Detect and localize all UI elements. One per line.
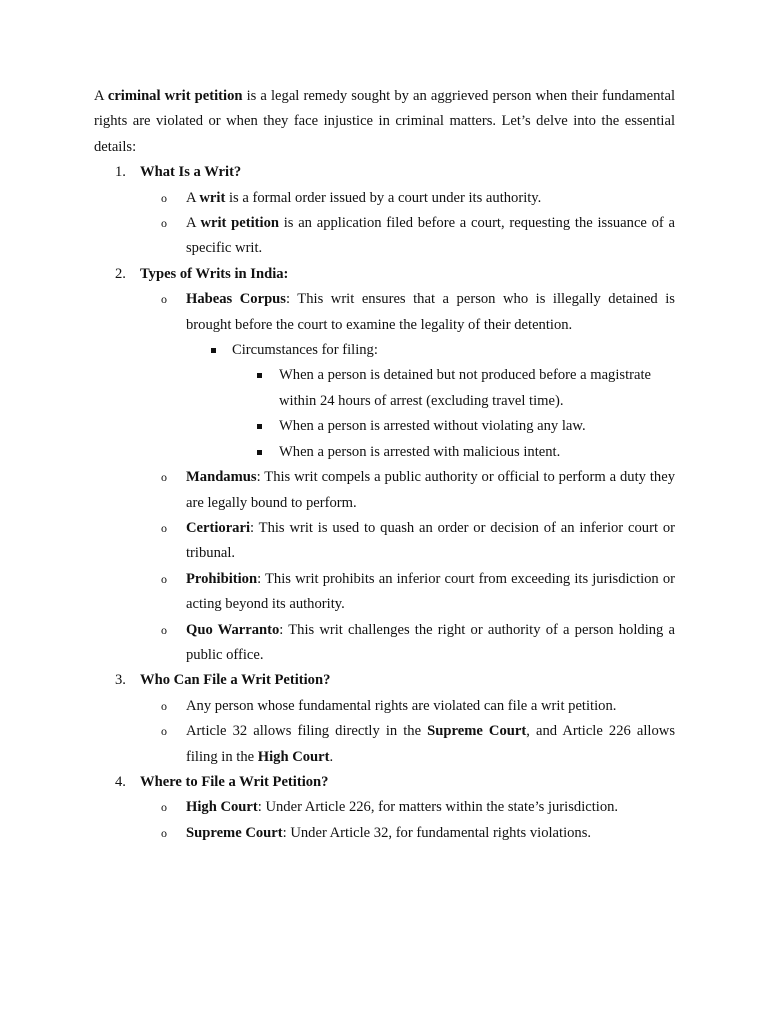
- section-heading: Where to File a Writ Petition?: [140, 773, 329, 790]
- item-text: : Under Article 226, for matters within the state’s jurisdiction.: [257, 799, 619, 816]
- circle-bullet: o: [161, 470, 167, 485]
- list-item: [140, 211, 675, 262]
- list-item: [140, 719, 675, 770]
- circle-bullet: o: [161, 622, 167, 637]
- list-item: [140, 795, 675, 820]
- item-term: Prohibition: [186, 570, 258, 587]
- item-text: is an application filed before a court, requesting the issuance of a specific writ.: [186, 215, 676, 257]
- section-items: [140, 287, 675, 668]
- circle-bullet: o: [161, 190, 167, 205]
- section-where-to-file: [94, 770, 675, 846]
- list-item: [232, 440, 675, 465]
- item-text: : This writ is used to quash an order or decision of an inferior court or tribunal.: [186, 519, 675, 562]
- list-item-certiorari: [140, 516, 675, 567]
- section-heading: What Is a Writ?: [140, 164, 242, 181]
- item-text: , and Article 226 allows filing in the: [186, 723, 675, 765]
- circumstance-text: When a person is arrested without violating any law.: [279, 418, 586, 435]
- circle-bullet: o: [161, 698, 167, 713]
- square-bullet: [211, 348, 216, 353]
- circumstance-text: When a person is arrested with malicious intent.: [279, 443, 561, 460]
- intro-prefix: A: [94, 88, 108, 104]
- item-text: : This writ compels a public authority or official to perform a duty they are legally bound to perform.: [186, 469, 675, 511]
- circle-bullet: o: [161, 520, 167, 535]
- item-text: is a formal order issued by a court under its authority.: [225, 189, 542, 206]
- item-term: Supreme Court: [186, 824, 283, 841]
- section-number: 4.: [115, 773, 126, 790]
- circle-bullet: o: [161, 216, 167, 231]
- list-item-quo-warranto: [140, 618, 675, 669]
- section-types-of-writs: [94, 262, 675, 669]
- section-items: [140, 795, 675, 846]
- item-term: Supreme Court: [427, 723, 527, 740]
- writ-outline: [94, 160, 675, 846]
- circumstances-label: Circumstances for filing:: [232, 342, 378, 359]
- item-term: High Court: [186, 799, 258, 816]
- section-items: [140, 694, 675, 770]
- item-term: Mandamus: [186, 469, 257, 486]
- list-item-mandamus: [140, 465, 675, 516]
- section-number: 1.: [115, 164, 126, 181]
- circle-bullet: o: [161, 724, 167, 739]
- list-item-prohibition: [140, 567, 675, 618]
- circumstance-text: When a person is detained but not produced before a magistrate within 24 hours of arrest (excluding travel time).: [279, 367, 652, 409]
- list-item: [232, 363, 675, 414]
- list-item: [140, 186, 675, 211]
- item-term: High Court: [257, 748, 330, 765]
- document-page: [94, 84, 675, 846]
- intro-paragraph: [94, 84, 675, 160]
- circumstances-list: [186, 338, 675, 465]
- item-term: Habeas Corpus: [186, 291, 286, 308]
- item-text: : This writ prohibits an inferior court from exceeding its jurisdiction or acting beyond its authority.: [186, 570, 675, 613]
- section-number: 3.: [115, 672, 126, 689]
- item-text: .: [329, 748, 334, 765]
- square-bullet: [257, 373, 262, 378]
- circle-bullet: o: [161, 571, 167, 586]
- item-text: : This writ ensures that a person who is illegally detained is brought before the court to examine the legality of their detention.: [186, 291, 675, 333]
- item-text: Article 32 allows filing directly in the: [186, 723, 428, 740]
- item-term: writ petition: [200, 215, 279, 232]
- section-number: 2.: [115, 265, 126, 282]
- section-heading: Who Can File a Writ Petition?: [140, 672, 331, 689]
- circumstances-label-item: [186, 338, 675, 465]
- item-text: : Under Article 32, for fundamental rights violations.: [282, 824, 592, 841]
- intro-rest: is a legal remedy sought by an aggrieved person when their fundamental rights are violated or when they face injustice in criminal matters. Let’s delve into the essential details:: [94, 88, 676, 155]
- list-item-habeas-corpus: [140, 287, 675, 465]
- circumstances-items: [232, 363, 675, 465]
- item-text: : This writ challenges the right or authority of a person holding a public office.: [186, 621, 675, 663]
- circle-bullet: o: [161, 800, 167, 815]
- square-bullet: [257, 450, 262, 455]
- section-items: [140, 186, 675, 262]
- list-item: [140, 694, 675, 719]
- item-text: Any person whose fundamental rights are violated can file a writ petition.: [186, 697, 617, 714]
- list-item: [232, 414, 675, 439]
- list-item: [140, 821, 675, 846]
- section-what-is-writ: [94, 160, 675, 262]
- item-term: Certiorari: [186, 519, 251, 536]
- item-term: Quo Warranto: [186, 621, 280, 638]
- section-heading: Types of Writs in India:: [140, 265, 289, 282]
- square-bullet: [257, 424, 262, 429]
- item-prefix: A: [186, 215, 201, 232]
- item-prefix: A: [186, 189, 200, 206]
- item-term: writ: [199, 189, 226, 206]
- intro-term: criminal writ petition: [107, 88, 243, 104]
- section-who-can-file: [94, 668, 675, 770]
- circle-bullet: o: [161, 292, 167, 307]
- circle-bullet: o: [161, 825, 167, 840]
